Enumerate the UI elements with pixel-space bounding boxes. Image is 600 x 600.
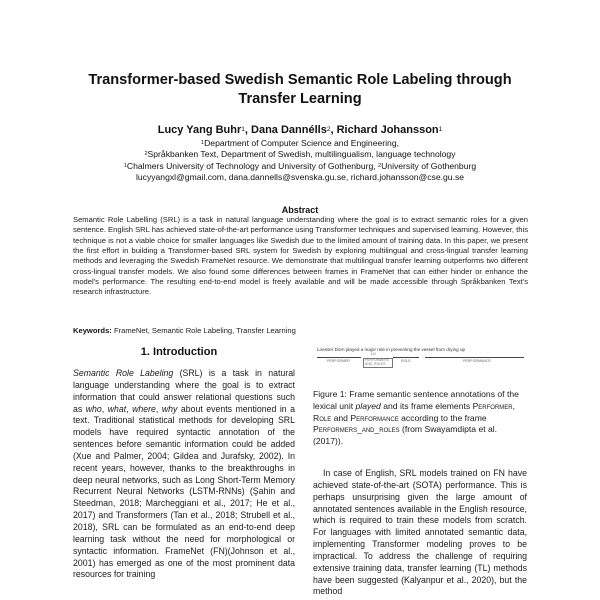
affil-mark: 2 [378,162,382,169]
paragraph-text: (SRL) is a task in natural language understanding where the goal is to extract information that could answer relational questions such as [73,368,296,414]
frame-name-line: PERFORMERS [365,358,389,362]
affiliation-text: University of Gothenburg [381,160,477,171]
author-separator: , [244,124,252,136]
figure-label-lu: LU [371,352,376,356]
caption-text: , [512,400,516,411]
affil-mark: 1 [201,140,205,146]
keywords-value: FrameNet, Semantic Role Labeling, Transfer Learning [113,326,296,335]
affil-mark: 2 [144,151,148,158]
figure-sentence: Loesser Dorn played a major role in preventing the vessel from drying up [317,347,466,352]
figure-label-performer: PERFORMER [327,359,350,363]
figure-span-line [317,357,361,358]
caption-text: Figure 1: Frame semantic sentence annotations of the lexical unit [313,389,519,411]
caption-frame-name: Performers_and_roles [313,424,400,435]
frame-name-line: AND_ROLES [365,361,386,366]
author-name: Dana Dannélls [251,124,327,136]
paper-title [60,71,540,109]
figure-label-performance: PERFORMANCE [463,359,491,363]
affiliation-line [40,138,560,149]
caption-frame-element: Role [313,412,332,423]
abstract-text: Semantic Role Labelling (SRL) is a task in natural language understanding where the goal is to extract semantic roles for a given sentence. English SRL has achieved state-of-the-art performance using Transformer techniques and supervised learning. However, this technique is not a viable choice for smaller languages like Swedish due to the limited amount of training data. In this paper, we present the first effort in building a Transformer-based SRL system for Swedish by exploring multilingual and cross-lingual transfer learning methods and leveraging the Swedish FrameNet resource. We demonstrate that multilingual transfer learning outperforms two different cross-lingual transfer models. We also found some differences between frames in FrameNet that can either hinder or enhance the model's performance. The resulting end-to-end model is freely available and will be made accessible through Språkbanken Text's research infrastructure. [73,215,528,297]
title-line-2: Transfer Learning [238,91,362,107]
paragraph-text: about events mentioned in a text. Traditional statistical methods for developing SRL models have required syntactic annotation of the sentences before semantic information could be added (Xue and Palmer, 2004; Gildea and Jurafsky, 2002). In recent years, however, thanks to the breakthroughs in deep neural networks, such as Long Short-Term Memory Recurrent Neural Networks (LSTM-RNNs) (Şahin and Steedman, 2018; Marcheggiani et al., 2017; He et al., 2017) and Transformers (Tan et al., 2018; Strubell et al., 2018), SRL can be formulated as an end-to-end deep learning task without the need for morphological or syntactic information. FrameNet (FN)(Johnson et al., 2001) has emerged as one of the most prominent data resources for training [73,403,295,580]
figure-1-annotation [313,345,527,377]
author-affil-mark: 2 [326,126,331,133]
term-emphasis: why [161,403,178,414]
caption-text: and [331,412,351,423]
caption-frame-element: Performer [472,400,513,411]
affiliation-text: Språkbanken Text, Department of Swedish, multilingualism, language technology [147,149,456,160]
term-emphasis: who [85,403,102,414]
figure-frame-box [363,358,393,368]
affiliation-text: Chalmers University of Technology and University of Gothenburg, [126,160,379,171]
keywords-label: Keywords: [73,326,112,335]
author-affil-mark: 1 [438,126,443,133]
figure-span-line [425,357,524,358]
punctuation: , [126,403,133,414]
figure-1-caption [313,389,527,448]
term-emphasis: Semantic Role Labeling [73,368,174,378]
author-name: Richard Johansson [336,124,439,136]
term-emphasis: where [132,403,156,414]
punctuation: , [101,403,108,414]
author-list [60,124,540,137]
figure-label-role: ROLE [401,359,411,363]
caption-frame-element: Performance [350,412,399,423]
caption-text: according to the frame [398,412,487,423]
affiliation-text: Department of Computer Science and Engineering, [204,138,399,148]
title-line-1: Transformer-based Swedish Semantic Role Labeling through [88,72,512,88]
author-name: Lucy Yang Buhr [157,124,242,136]
keywords [73,326,528,336]
affil-mark: 1 [123,162,127,169]
caption-text: and its frame elements [380,400,473,411]
punctuation: , [155,403,162,414]
affiliations [40,138,560,183]
caption-emphasis: played [355,400,381,411]
intro-paragraph-1 [73,368,295,581]
author-separator: , [330,124,337,136]
figure-span-line [393,357,419,358]
abstract-heading: Abstract [281,205,319,215]
author-emails: lucyyangxl@gmail.com, dana.dannells@svenska.gu.se, richard.johansson@cse.gu.se [135,171,465,182]
affiliation-line [40,161,560,172]
author-affil-mark: 1 [241,126,245,133]
caption-text: (from Swayamdipta et al. (2017)). [313,424,498,447]
section-heading-introduction: 1. Introduction [140,346,218,358]
affiliation-line [40,149,560,160]
term-emphasis: what [107,403,127,414]
intro-paragraph-2: In case of English, SRL models trained on FN have achieved state-of-the-art (SOTA) performance. This is perhaps unsurprising given the large amount of annotated sentences available in the English resource, which is required to train these models from scratch. For languages with limited annotated semantic data, implementing Transformer modeling proves to be impractical. To address the challenge of requiring extensive training data, transfer learning (TL) methods have been suggested (Kalyanpur et al., 2020), but the method [313,468,527,597]
